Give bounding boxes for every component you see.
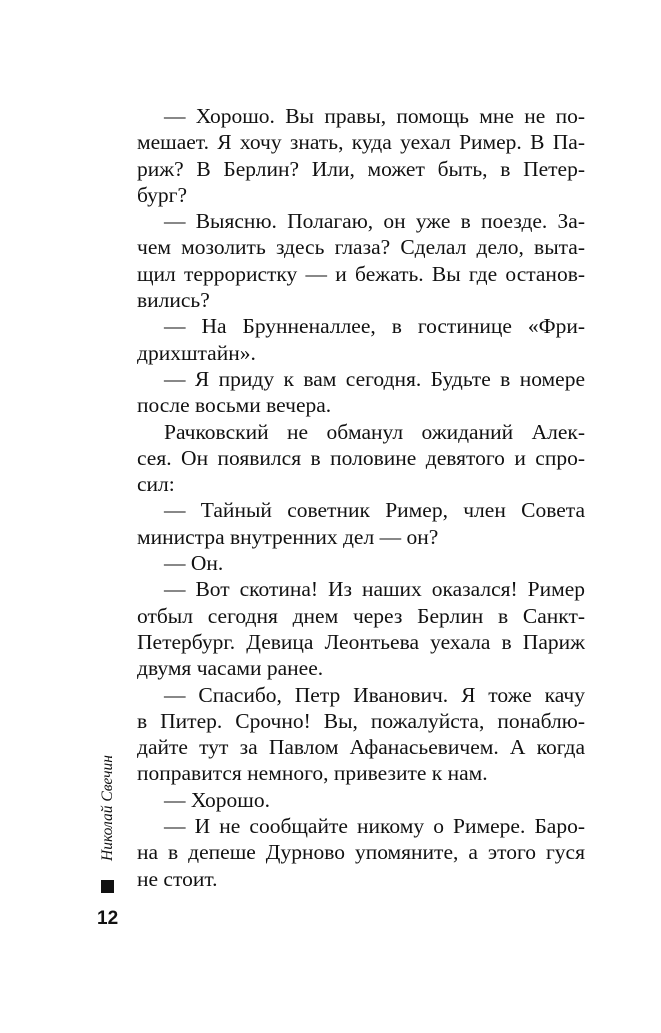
square-marker-icon bbox=[101, 880, 114, 893]
text-line: — Я приду к вам сегодня. Будьте в номере bbox=[164, 366, 585, 391]
text-line: вились? bbox=[137, 288, 210, 313]
text-line: — Выясню. Полагаю, он уже в поезде. За- bbox=[164, 209, 585, 234]
text-line: — Хорошо. Вы правы, помощь мне не по- bbox=[164, 104, 585, 128]
text-line: после восьми вечера. bbox=[137, 393, 332, 418]
text-line: — Он. bbox=[164, 551, 224, 576]
text-line: чем мозолить здесь глаза? Сделал дело, выта- bbox=[137, 235, 585, 260]
text-line: двумя часами ранее. bbox=[137, 656, 324, 681]
text-line: сил: bbox=[137, 472, 175, 497]
text-line: — Спасибо, Петр Иванович. Я тоже качу bbox=[164, 682, 585, 707]
text-line: щил террористку — и бежать. Вы где останов- bbox=[137, 261, 585, 286]
text-line: дайте тут за Павлом Афанасьевичем. А когда bbox=[137, 735, 585, 760]
text-line: поправится немного, привезите к нам. bbox=[137, 761, 488, 786]
text-line: — Хорошо. bbox=[164, 787, 270, 812]
text-line: дрихштайн». bbox=[137, 340, 256, 365]
text-line: — И не сообщайте никому о Римере. Баро- bbox=[164, 814, 585, 839]
text-line: Петербург. Девица Леонтьева уехала в Париж bbox=[137, 629, 585, 654]
running-head bbox=[88, 740, 128, 900]
text-line: отбыл сегодня днем через Берлин в Санкт- bbox=[137, 603, 585, 628]
text-line: на в депеше Дурново упомяните, а этого гуся bbox=[137, 840, 585, 865]
text-line: министра внутренних дел — он? bbox=[137, 524, 439, 549]
author-name: Николай Свечин bbox=[99, 755, 116, 861]
text-line: Рачковский не обманул ожиданий Алек- bbox=[164, 419, 585, 444]
body-text bbox=[137, 103, 585, 892]
text-line: — Вот скотина! Из наших оказался! Ример bbox=[164, 577, 585, 602]
text-line: сея. Он появился в половине девятого и спро- bbox=[137, 445, 585, 470]
text-line: в Питер. Срочно! Вы, пожалуйста, понаблю- bbox=[137, 708, 585, 733]
text-line: не стоит. bbox=[137, 866, 218, 891]
text-line: — На Брунненаллее, в гостинице «Фри- bbox=[164, 314, 585, 339]
page-number: 12 bbox=[97, 908, 119, 929]
text-line: риж? В Берлин? Или, может быть, в Петер- bbox=[137, 156, 585, 181]
text-line: — Тайный советник Ример, член Совета bbox=[164, 498, 585, 523]
text-line: мешает. Я хочу знать, куда уехал Ример. В Па- bbox=[137, 130, 585, 155]
text-line: бург? bbox=[137, 182, 187, 207]
